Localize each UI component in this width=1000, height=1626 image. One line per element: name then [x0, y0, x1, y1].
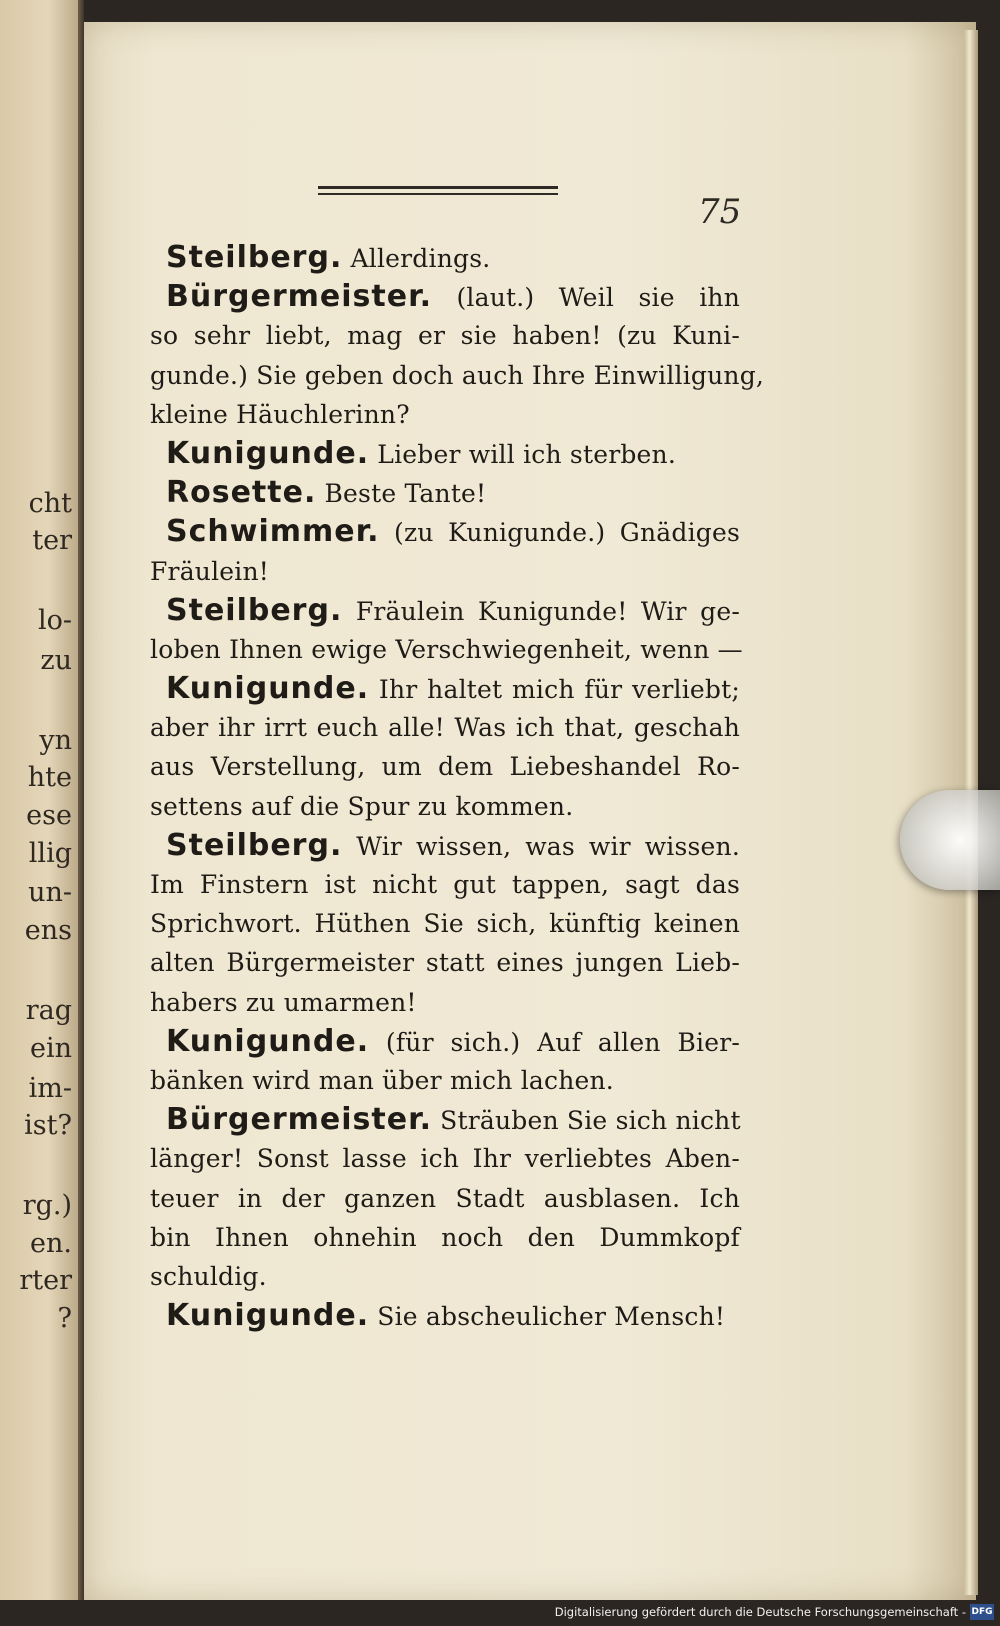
text-line: [150, 277, 740, 316]
line-text: Fräulein!: [150, 556, 270, 586]
previous-page-fragment: ist?: [24, 1110, 72, 1141]
speaker-name: Bürgermeister.: [166, 1102, 432, 1138]
text-line: [150, 787, 740, 826]
line-text: aus Verstellung, um dem Liebeshandel Ro-: [150, 752, 740, 782]
text-line: [150, 395, 740, 434]
speaker-name: Kunigunde.: [166, 1023, 370, 1059]
speaker-name: Steilberg.: [166, 827, 343, 863]
text-line: [150, 708, 740, 747]
line-text: Sie abscheulicher Mensch!: [369, 1302, 726, 1332]
speaker-name: Steilberg.: [166, 592, 343, 628]
previous-page-fragment: ?: [57, 1303, 72, 1334]
line-text: Sträuben Sie sich nicht: [431, 1106, 741, 1136]
previous-page-fragment: cht: [28, 488, 72, 519]
previous-page-fragment: un-: [28, 877, 72, 908]
text-line: [150, 1296, 740, 1335]
line-text: Ihr haltet mich für verliebt;: [369, 675, 740, 705]
previous-page-edge: [0, 0, 80, 1600]
speaker-name: Kunigunde.: [166, 1298, 370, 1334]
text-line: [150, 983, 740, 1022]
text-line: [150, 1218, 740, 1257]
previous-page-fragment: ese: [26, 800, 72, 831]
line-text: Lieber will ich sterben.: [369, 439, 677, 469]
speaker-name: Schwimmer.: [166, 514, 380, 550]
line-text: gunde.) Sie geben doch auch Ihre Einwilligung,: [150, 360, 765, 390]
previous-page-fragment: rter: [19, 1265, 72, 1296]
line-text: (laut.) Weil sie ihn: [431, 283, 740, 313]
text-line: [150, 1257, 740, 1296]
speaker-name: Kunigunde.: [166, 435, 370, 471]
text-line: [150, 1179, 740, 1218]
text-line: [150, 747, 740, 786]
dfg-logo: DFG: [970, 1604, 994, 1620]
line-text: (für sich.) Auf allen Bier-: [369, 1027, 740, 1057]
line-text: Im Finstern ist nicht gut tappen, sagt das: [150, 870, 740, 899]
line-text: bin Ihnen ohnehin noch den Dummkopf: [150, 1222, 740, 1252]
text-line: [150, 238, 740, 277]
text-line: [150, 865, 740, 904]
previous-page-fragment: llig: [28, 838, 72, 869]
line-text: bänken wird man über mich lachen.: [150, 1065, 614, 1095]
previous-page-fragment: ens: [24, 915, 72, 946]
line-text: teuer in der ganzen Stadt ausblasen. Ich: [150, 1183, 740, 1213]
previous-page-fragment: rg.): [22, 1190, 72, 1221]
text-line: [150, 943, 740, 982]
previous-page-fragment: hte: [27, 762, 72, 793]
line-text: Allerdings.: [342, 244, 491, 273]
text-line: [150, 904, 740, 943]
line-text: Fräulein Kunigunde! Wir ge-: [342, 596, 740, 626]
text-line: [150, 826, 740, 865]
line-text: (zu Kunigunde.) Gnädiges: [379, 518, 740, 548]
line-text: Wir wissen, was wir wissen.: [342, 831, 740, 861]
speaker-name: Rosette.: [166, 475, 317, 511]
footer-bar: [0, 1600, 1000, 1626]
line-text: schuldig.: [150, 1261, 267, 1291]
text-line: [150, 591, 740, 630]
previous-page-fragment: ein: [29, 1033, 72, 1064]
previous-page-fragment: lo-: [37, 605, 72, 636]
page-number: 75: [698, 192, 742, 232]
text-line: [150, 434, 740, 473]
line-text: länger! Sonst lasse ich Ihr verliebtes Aben-: [150, 1144, 740, 1174]
line-text: Sprichwort. Hüthen Sie sich, künftig keinen: [150, 909, 740, 939]
line-text: Beste Tante!: [316, 479, 487, 509]
text-line: [150, 552, 740, 591]
line-text: kleine Häuchlerinn?: [150, 399, 410, 429]
line-text: alten Bürgermeister statt eines jungen Lieb-: [150, 948, 740, 978]
previous-page-fragment: zu: [40, 645, 72, 676]
page-clip-marker: [900, 790, 1000, 890]
speaker-name: Kunigunde.: [166, 671, 370, 707]
text-line: [150, 630, 743, 669]
text-line: [150, 669, 740, 708]
text-line: [150, 1061, 740, 1100]
speaker-name: Bürgermeister.: [166, 279, 432, 315]
line-text: aber ihr irrt euch alle! Was ich that, geschah: [150, 713, 740, 743]
footer-credit: Digitalisierung gefördert durch die Deutsche Forschungsgemeinschaft -: [554, 1605, 966, 1619]
line-text: habers zu umarmen!: [150, 987, 417, 1017]
text-line: [150, 1139, 740, 1178]
speaker-name: Steilberg.: [166, 240, 343, 275]
text-line: [150, 512, 740, 551]
text-line: [150, 316, 740, 355]
previous-page-fragment: rag: [25, 995, 72, 1026]
line-text: so sehr liebt, mag er sie haben! (zu Kuni-: [150, 321, 740, 351]
text-line: [150, 1022, 740, 1061]
text-line: [150, 1100, 740, 1139]
previous-page-fragment: en.: [30, 1228, 72, 1259]
header-rule-top: [318, 186, 558, 189]
previous-page-fragment: ter: [32, 525, 72, 556]
text-line: [150, 356, 765, 395]
page-text: [150, 238, 765, 1335]
previous-page-fragment: im-: [28, 1073, 72, 1104]
text-line: [150, 473, 740, 512]
line-text: loben Ihnen ewige Verschwiegenheit, wenn —: [150, 634, 743, 664]
header-rule-bottom: [318, 193, 558, 195]
line-text: settens auf die Spur zu kommen.: [150, 791, 574, 821]
previous-page-fragment: yn: [39, 725, 72, 756]
